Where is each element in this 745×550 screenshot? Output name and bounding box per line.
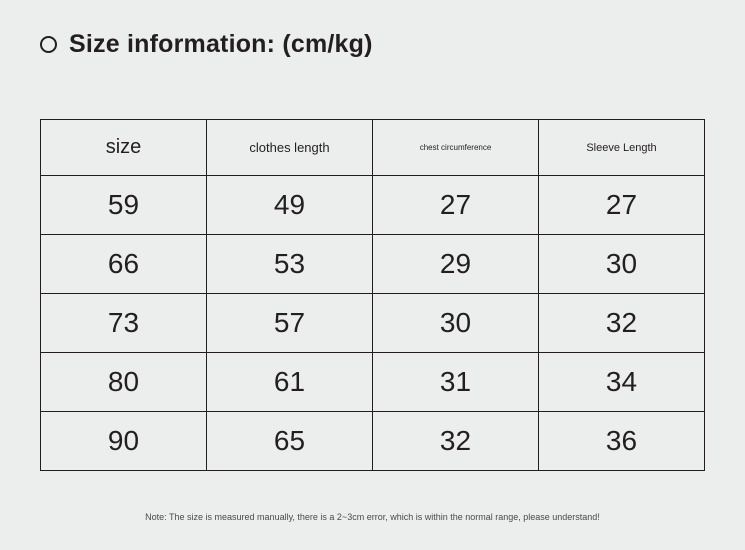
- cell-sleeve-length: 36: [539, 412, 705, 471]
- cell-clothes-length: 61: [207, 353, 373, 412]
- circle-bullet-icon: [40, 36, 57, 53]
- cell-chest-circumference: 32: [373, 412, 539, 471]
- cell-clothes-length: 53: [207, 235, 373, 294]
- table-row: [41, 412, 705, 471]
- page-title: [40, 30, 373, 59]
- cell-size: 90: [41, 412, 207, 471]
- cell-clothes-length: 49: [207, 176, 373, 235]
- cell-chest-circumference: 30: [373, 294, 539, 353]
- cell-size: 73: [41, 294, 207, 353]
- cell-chest-circumference: 31: [373, 353, 539, 412]
- cell-sleeve-length: 32: [539, 294, 705, 353]
- cell-sleeve-length: 30: [539, 235, 705, 294]
- cell-size: 80: [41, 353, 207, 412]
- column-header-size: size: [41, 120, 207, 176]
- column-header-chest-circumference: chest circumference: [373, 120, 539, 176]
- measurement-note: Note: The size is measured manually, there is a 2~3cm error, which is within the normal range, please understand!: [145, 512, 600, 522]
- cell-chest-circumference: 29: [373, 235, 539, 294]
- cell-sleeve-length: 27: [539, 176, 705, 235]
- size-table: [40, 119, 705, 471]
- table-row: [41, 235, 705, 294]
- cell-size: 59: [41, 176, 207, 235]
- column-header-sleeve-length: Sleeve Length: [539, 120, 705, 176]
- table-row: [41, 353, 705, 412]
- table-header-row: [41, 120, 705, 176]
- table-row: [41, 294, 705, 353]
- table-row: [41, 176, 705, 235]
- cell-chest-circumference: 27: [373, 176, 539, 235]
- column-header-clothes-length: clothes length: [207, 120, 373, 176]
- cell-size: 66: [41, 235, 207, 294]
- page-title-text: Size information: (cm/kg): [69, 30, 373, 58]
- cell-clothes-length: 65: [207, 412, 373, 471]
- cell-clothes-length: 57: [207, 294, 373, 353]
- cell-sleeve-length: 34: [539, 353, 705, 412]
